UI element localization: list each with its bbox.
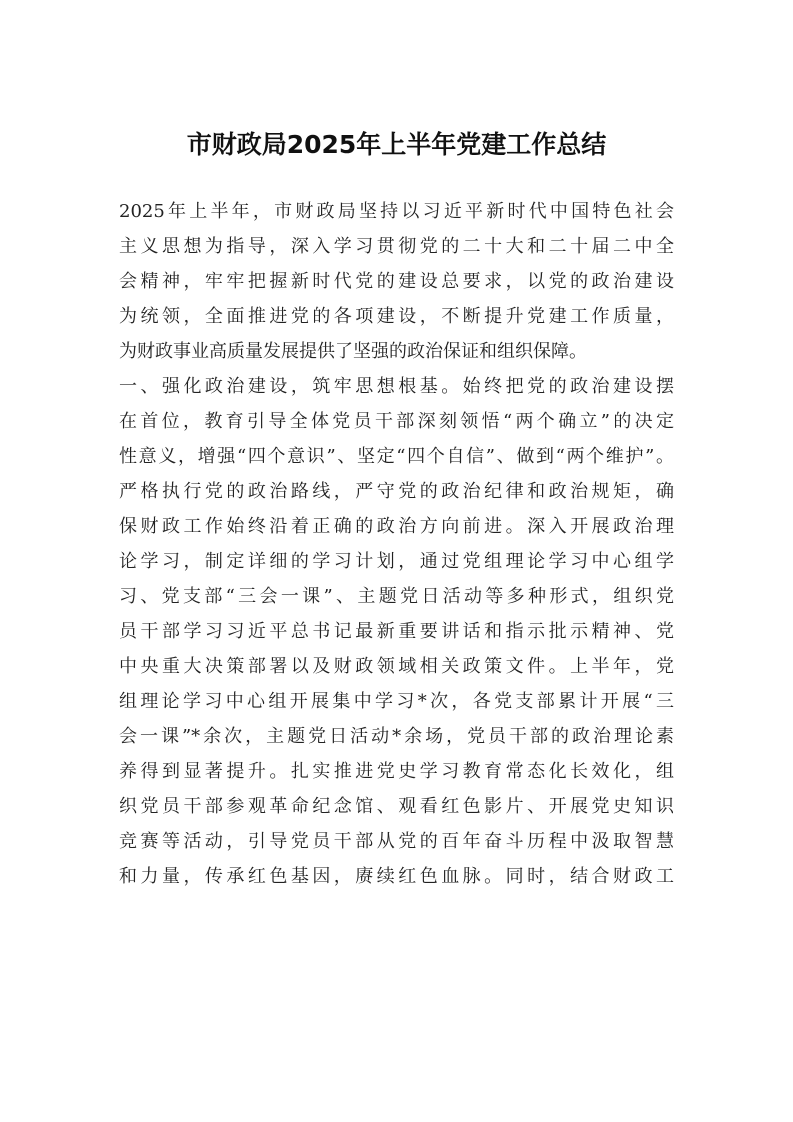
paragraph-line: 组理论学习中心组开展集中学习*次，各党支部累计开展“三	[119, 691, 674, 712]
paragraph-line: 2025年上半年，市财政局坚持以习近平新时代中国特色社会	[119, 201, 674, 222]
paragraph-line: 为财政事业高质量发展提供了坚强的政治保证和组织保障。	[119, 341, 587, 362]
document-title: 市财政局2025年上半年党建工作总结	[186, 130, 607, 159]
paragraph-line: 严格执行党的政治路线，严守党的政治纪律和政治规矩，确	[119, 481, 674, 502]
paragraph-line: 竞赛等活动，引导党员干部从党的百年奋斗历程中汲取智慧	[119, 831, 674, 852]
paragraph-line: 织党员干部参观革命纪念馆、观看红色影片、开展党史知识	[119, 796, 674, 817]
paragraph-line: 习、党支部“三会一课”、主题党日活动等多种形式，组织党	[119, 586, 674, 607]
paragraph-line: 保财政工作始终沿着正确的政治方向前进。深入开展政治理	[119, 516, 674, 537]
paragraph-line: 一、强化政治建设，筑牢思想根基。始终把党的政治建设摆	[119, 376, 674, 397]
paragraph-line: 会精神，牢牢把握新时代党的建设总要求，以党的政治建设	[119, 271, 674, 292]
paragraph-line: 论学习，制定详细的学习计划，通过党组理论学习中心组学	[119, 551, 674, 572]
paragraph-line: 主义思想为指导，深入学习贯彻党的二十大和二十届二中全	[119, 236, 674, 257]
paragraph-line: 员干部学习习近平总书记最新重要讲话和指示批示精神、党	[119, 621, 674, 642]
paragraph-line: 会一课”*余次，主题党日活动*余场，党员干部的政治理论素	[119, 726, 674, 747]
paragraph-line: 和力量，传承红色基因，赓续红色血脉。同时，结合财政工	[119, 866, 674, 887]
paragraph-line: 养得到显著提升。扎实推进党史学习教育常态化长效化，组	[119, 761, 674, 782]
paragraph-line: 为统领，全面推进党的各项建设，不断提升党建工作质量，	[119, 306, 674, 327]
paragraph-line: 中央重大决策部署以及财政领域相关政策文件。上半年，党	[119, 656, 674, 677]
paragraph-line: 在首位，教育引导全体党员干部深刻领悟“两个确立”的决定	[119, 411, 674, 432]
paragraph-line: 性意义，增强“四个意识”、坚定“四个自信”、做到“两个维护”。	[119, 446, 674, 467]
